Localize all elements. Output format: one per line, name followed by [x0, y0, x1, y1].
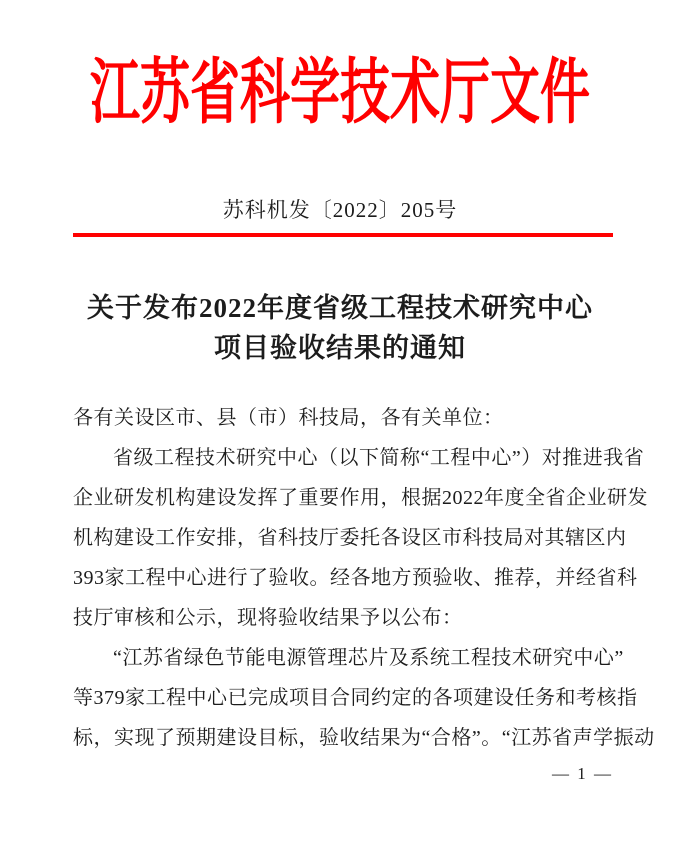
body-line: 机构建设工作安排，省科技厅委托各设区市科技局对其辖区内: [73, 527, 627, 549]
agency-header-title: 江苏省科学技术厅文件: [90, 52, 590, 133]
red-divider-rule: [73, 233, 613, 237]
body-line: 393家工程中心进行了验收。经各地方预验收、推荐，并经省科: [73, 567, 638, 589]
document-title-line1: 关于发布2022年度省级工程技术研究中心: [87, 293, 593, 323]
body-line: 等379家工程中心已完成项目合同约定的各项建设任务和考核指: [73, 687, 638, 709]
page-number: — 1 —: [552, 764, 613, 783]
body-line: 标，实现了预期建设目标，验收结果为“合格”。“江苏省声学振动: [73, 727, 655, 749]
document-title-line2: 项目验收结果的通知: [214, 333, 466, 363]
body-line: 各有关设区市、县（市）科技局，各有关单位：: [73, 407, 504, 429]
document-body: [73, 398, 655, 758]
body-line: 技厅审核和公示，现将验收结果予以公布：: [73, 607, 463, 629]
body-line: “江苏省绿色节能电源管理芯片及系统工程技术研究中心”: [113, 647, 624, 669]
body-line: 企业研发机构建设发挥了重要作用，根据2022年度全省企业研发: [73, 487, 648, 509]
document-number: 苏科机发〔2022〕205号: [222, 198, 458, 222]
document-title: [0, 288, 680, 368]
body-line: 省级工程技术研究中心（以下简称“工程中心”）对推进我省: [113, 447, 645, 469]
